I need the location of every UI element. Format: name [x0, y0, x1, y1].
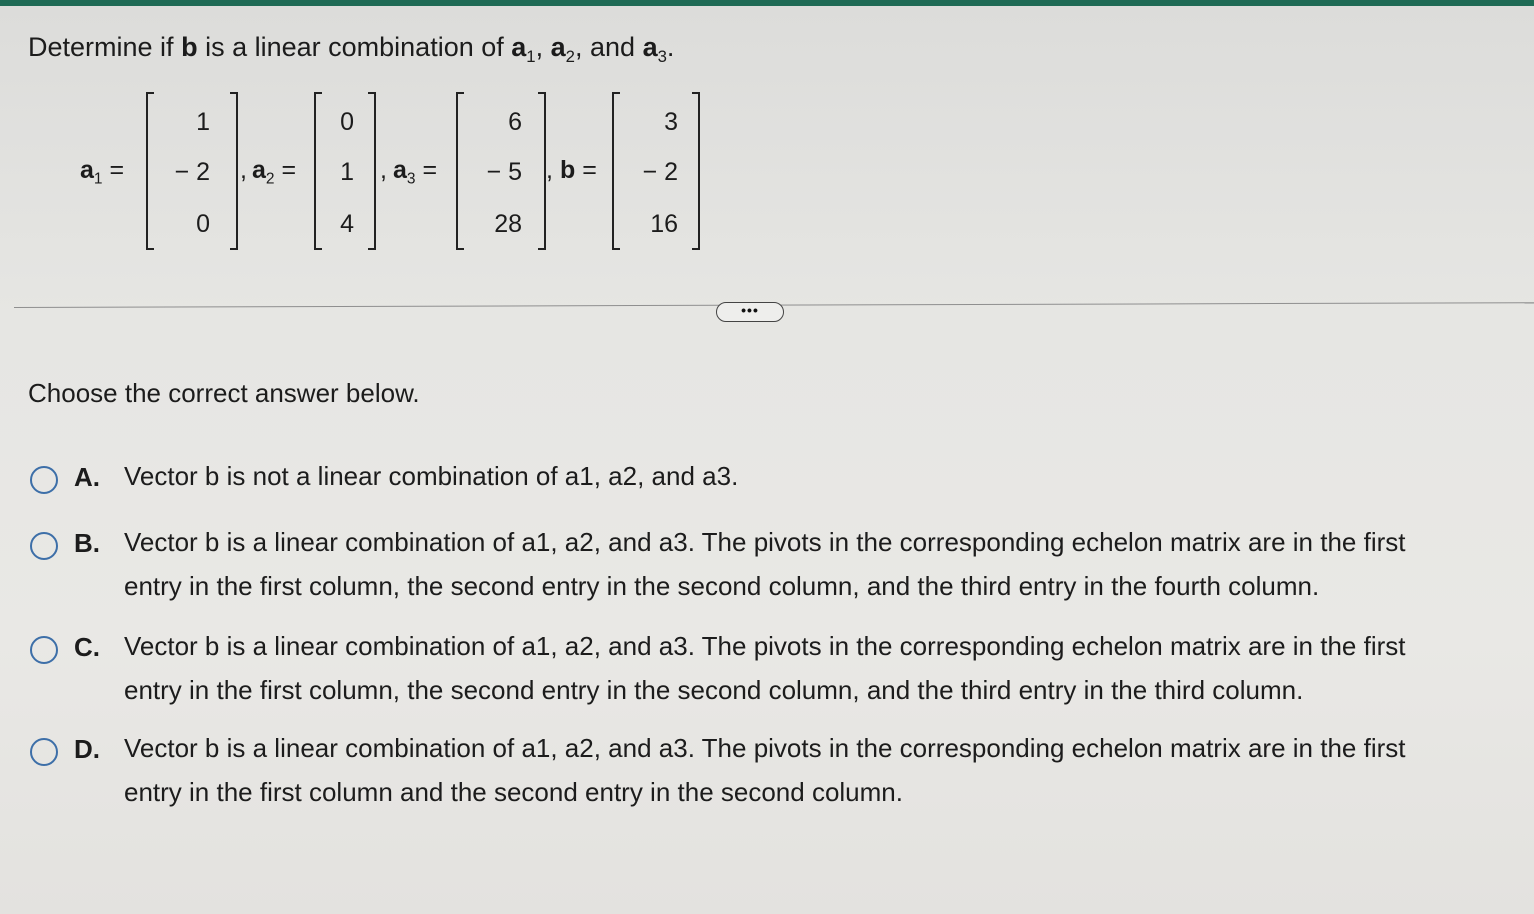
- option-c-line-1: Vector b is a linear combination of a1, a2, and a3. The pivots in the corresponding echelon matrix are in the first: [124, 631, 1406, 661]
- option-d-line-2: entry in the first column and the second entry in the second column.: [124, 777, 903, 807]
- vector-a3-entry-3: 28: [494, 210, 522, 238]
- vector-a2-matrix: [314, 94, 376, 248]
- expand-more-button[interactable]: •••: [716, 302, 784, 322]
- option-text: [124, 726, 1524, 814]
- vector-separator: ,: [380, 156, 387, 184]
- option-text: [124, 624, 1524, 712]
- option-b-line-1: Vector b is a linear combination of a1, a2, and a3. The pivots in the corresponding echelon matrix are in the first: [124, 527, 1406, 557]
- radio-option-c[interactable]: [30, 636, 58, 664]
- radio-option-b[interactable]: [30, 532, 58, 560]
- vector-a1-entry-2: − 2: [174, 158, 210, 186]
- vector-b-entry-1: 3: [664, 108, 678, 136]
- top-accent-bar: [0, 0, 1534, 6]
- option-d-line-1: Vector b is a linear combination of a1, a2, and a3. The pivots in the corresponding echelon matrix are in the first: [124, 733, 1406, 763]
- option-text: [124, 454, 1524, 498]
- option-letter: C.: [74, 632, 100, 662]
- option-text: [124, 520, 1524, 608]
- vector-label-a1: $a_1$ =: [80, 156, 125, 188]
- vector-a3-matrix: [456, 94, 546, 248]
- option-letter: B.: [74, 528, 100, 558]
- vector-label-a2: $a_2$ =: [252, 156, 297, 188]
- vector-label-b: b =: [560, 156, 597, 184]
- vector-a1-entry-3: 0: [196, 210, 210, 238]
- option-letter: D.: [74, 734, 100, 764]
- vector-separator: ,: [546, 156, 553, 184]
- vector-separator: ,: [240, 156, 247, 184]
- option-a-line-1: Vector b is not a linear combination of a1, a2, and a3.: [124, 461, 739, 491]
- vector-label-a3: $a_3$ =: [393, 156, 438, 188]
- vector-a3-entry-2: − 5: [486, 158, 522, 186]
- answer-prompt: Choose the correct answer below.: [28, 378, 420, 408]
- radio-option-a[interactable]: [30, 466, 58, 494]
- vector-a3-entry-1: 6: [508, 108, 522, 136]
- vector-b-entry-3: 16: [650, 210, 678, 238]
- radio-option-d[interactable]: [30, 738, 58, 766]
- vector-a2-entry-1: 0: [340, 108, 354, 136]
- option-b-line-2: entry in the first column, the second entry in the second column, and the third entry in the fourth column.: [124, 571, 1320, 601]
- option-c-line-2: entry in the first column, the second entry in the second column, and the third entry in the third column.: [124, 675, 1304, 705]
- vector-a1-matrix: [146, 94, 238, 248]
- question-text: Determine if b is a linear combination of $a_1$, $a_2$, and $a_3$.: [28, 32, 675, 66]
- option-letter: A.: [74, 462, 100, 492]
- vector-a2-entry-2: 1: [340, 158, 354, 186]
- vector-b-matrix: [612, 94, 700, 248]
- vector-b-entry-2: − 2: [642, 158, 678, 186]
- vector-a2-entry-3: 4: [340, 210, 354, 238]
- vector-a1-entry-1: 1: [196, 108, 210, 136]
